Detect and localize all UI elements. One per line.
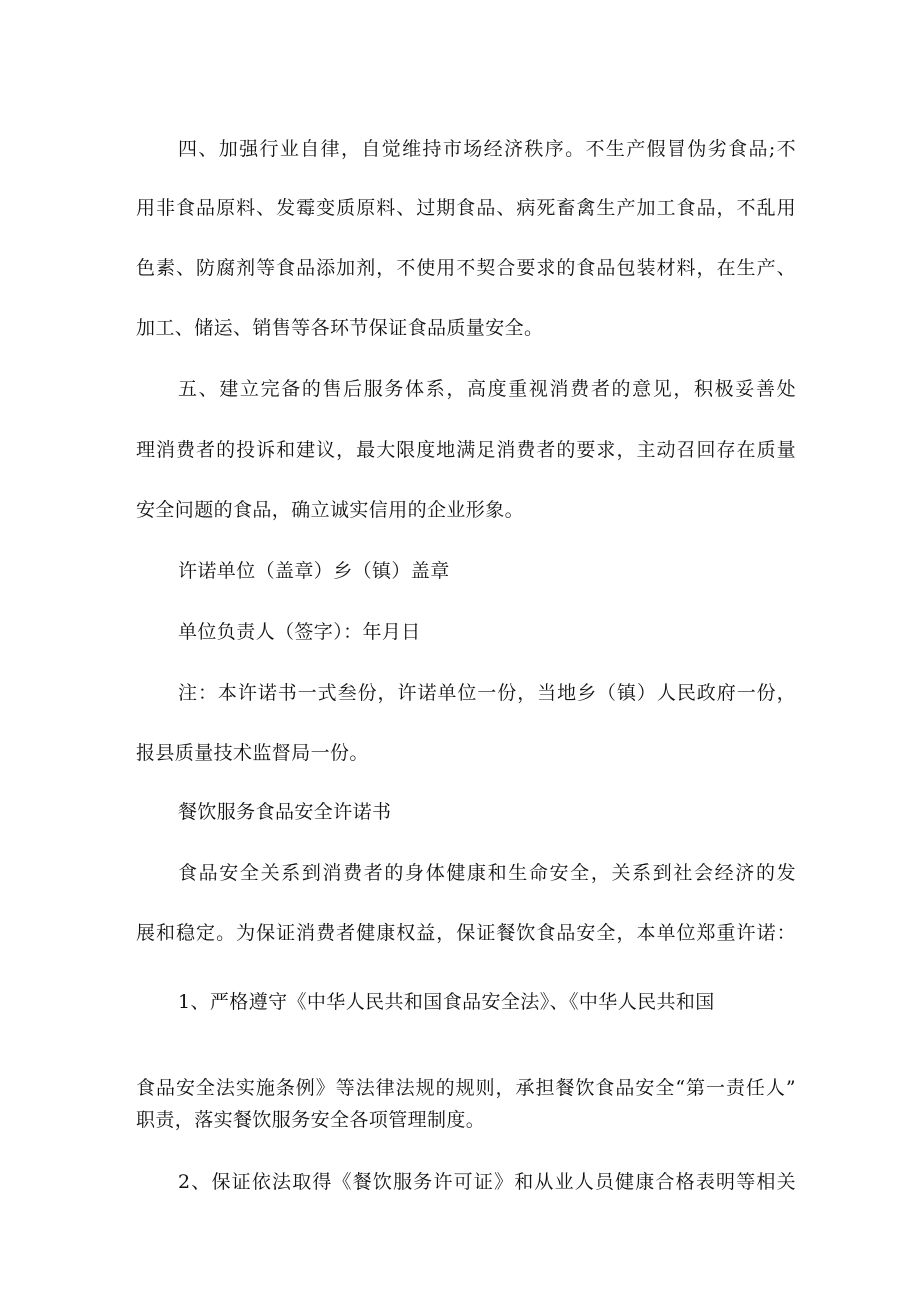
section-five-line-2: 理消费者的投诉和建议，最大限度地满足消费者的要求，主动召回存在质量: [136, 439, 796, 461]
note-line-1: 注：本许诺书一式叁份，许诺单位一份，当地乡（镇）人民政府一份，: [178, 682, 796, 704]
intro-line-1: 食品安全关系到消费者的身体健康和生命安全，关系到社会经济的发: [178, 862, 796, 884]
signature-unit-line: 许诺单位（盖章）乡（镇）盖章: [178, 560, 450, 582]
section-four-line-3: 色素、防腐剂等食品添加剂，不使用不契合要求的食品包装材料，在生产、: [136, 257, 796, 279]
section-four-line-2: 用非食品原料、发霉变质原料、过期食品、病死畜禽生产加工食品，不乱用: [136, 197, 796, 219]
signature-person-line: 单位负责人（签字）：年月日: [178, 621, 421, 643]
section-five-line-3: 安全问题的食品，确立诚实信用的企业形象。: [136, 499, 525, 521]
item-one-line-1: 1、严格遵守《中华人民共和国食品安全法》、《中华人民共和国: [178, 991, 715, 1013]
section-four-line-4: 加工、储运、销售等各环节保证食品质量安全。: [136, 317, 544, 339]
second-document-title: 餐饮服务食品安全许诺书: [178, 801, 392, 823]
item-one-line-3: 职责，落实餐饮服务安全各项管理制度。: [136, 1109, 486, 1131]
intro-line-2: 展和稳定。为保证消费者健康权益，保证餐饮食品安全，本单位郑重许诺：: [136, 922, 796, 944]
item-one-line-2: 食品安全法实施条例》等法律法规的规则，承担餐饮食品安全“第一责任人”: [136, 1077, 796, 1099]
section-five-line-1: 五、建立完备的售后服务体系，高度重视消费者的意见，积极妥善处: [178, 378, 796, 400]
section-four-line-1: 四、加强行业自律，自觉维持市场经济秩序。不生产假冒伪劣食品;不: [178, 138, 796, 160]
note-line-2: 报县质量技术监督局一份。: [136, 742, 369, 764]
item-two-line-1: 2、保证依法取得《餐饮服务许可证》和从业人员健康合格表明等相关: [178, 1171, 796, 1193]
